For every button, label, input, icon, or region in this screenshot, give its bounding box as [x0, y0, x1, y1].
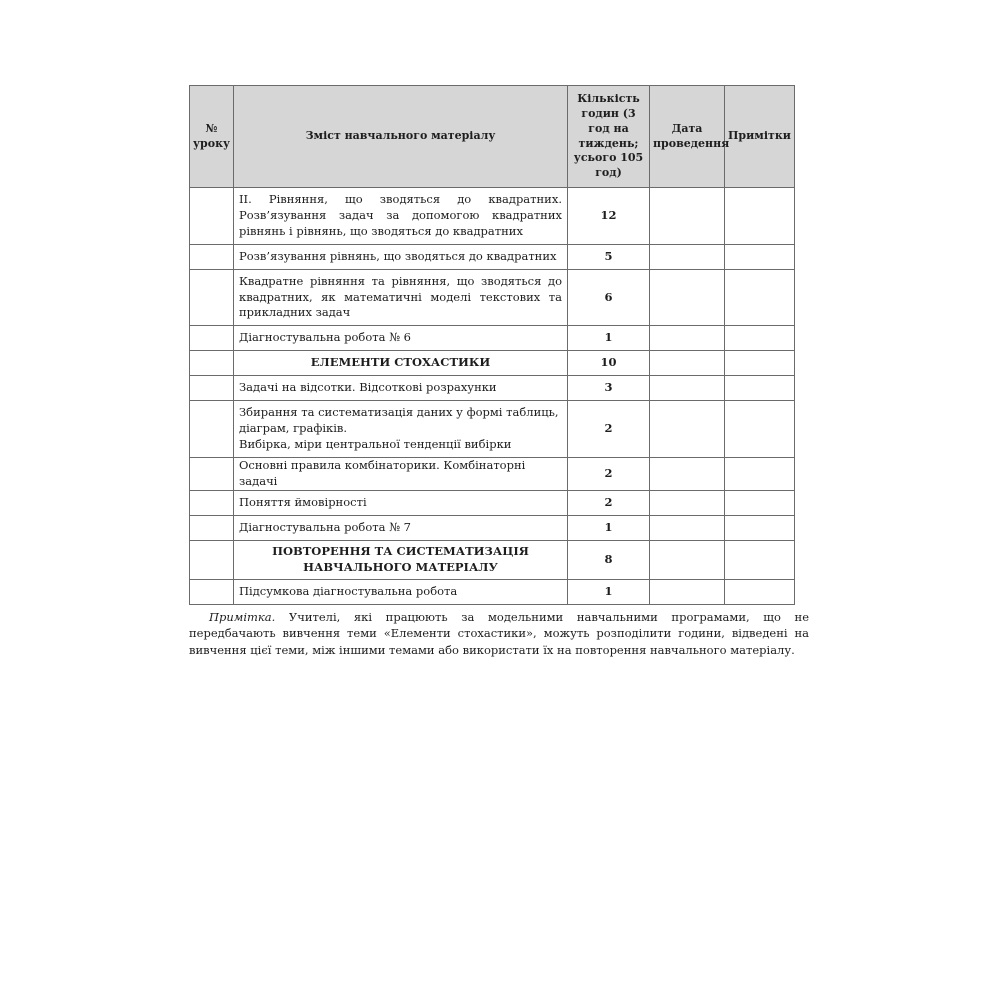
cell-content: ПОВТОРЕННЯ ТА СИСТЕМАТИЗАЦІЯ НАВЧАЛЬНОГО МАТЕРІАЛУ [234, 540, 568, 579]
cell-hours: 2 [568, 401, 650, 458]
footnote [189, 609, 809, 658]
cell-content: ЕЛЕМЕНТИ СТОХАСТИКИ [234, 351, 568, 376]
lesson-plan-table [189, 85, 795, 605]
cell-hours: 2 [568, 458, 650, 491]
table-row [190, 351, 795, 376]
cell-notes [725, 245, 795, 270]
cell-hours: 1 [568, 579, 650, 604]
table-row [190, 540, 795, 579]
cell-hours: 5 [568, 245, 650, 270]
cell-content: Збирання та систематизація даних у формі таблиць, діаграм, графіків. Вибірка, міри центральної тенденції вибірки [234, 401, 568, 458]
header-content: Зміст навчального матеріалу [234, 86, 568, 188]
cell-notes [725, 401, 795, 458]
cell-date [650, 490, 725, 515]
cell-notes [725, 351, 795, 376]
cell-hours: 3 [568, 376, 650, 401]
table-row [190, 188, 795, 245]
cell-hours: 10 [568, 351, 650, 376]
cell-hours: 1 [568, 515, 650, 540]
cell-lesson-number [190, 376, 234, 401]
table-row [190, 458, 795, 491]
cell-lesson-number [190, 188, 234, 245]
header-notes: Примітки [725, 86, 795, 188]
header-hours: Кількість годин (3 год на тиждень; усього 105 год) [568, 86, 650, 188]
cell-lesson-number [190, 579, 234, 604]
cell-content: Діагностувальна робота № 7 [234, 515, 568, 540]
cell-date [650, 245, 725, 270]
table-row [190, 490, 795, 515]
footnote-label: Примітка. [209, 610, 276, 624]
cell-hours: 1 [568, 326, 650, 351]
cell-hours: 8 [568, 540, 650, 579]
cell-lesson-number [190, 326, 234, 351]
cell-lesson-number [190, 270, 234, 326]
cell-notes [725, 376, 795, 401]
cell-content: ІІ. Рівняння, що зводяться до квадратних. Розв’язування задач за допомогою квадратних рівнянь і рівнянь, що зводяться до квадратних [234, 188, 568, 245]
cell-content: Розв’язування рівнянь, що зводяться до квадратних [234, 245, 568, 270]
cell-notes [725, 579, 795, 604]
table-row [190, 579, 795, 604]
cell-notes [725, 490, 795, 515]
cell-notes [725, 458, 795, 491]
cell-lesson-number [190, 351, 234, 376]
cell-lesson-number [190, 458, 234, 491]
cell-content: Діагностувальна робота № 6 [234, 326, 568, 351]
cell-hours: 2 [568, 490, 650, 515]
cell-hours: 12 [568, 188, 650, 245]
cell-lesson-number [190, 245, 234, 270]
cell-lesson-number [190, 401, 234, 458]
table-body [190, 188, 795, 605]
cell-date [650, 515, 725, 540]
table-row [190, 376, 795, 401]
header-date: Дата проведення [650, 86, 725, 188]
cell-content: Підсумкова діагностувальна робота [234, 579, 568, 604]
table-header-row [190, 86, 795, 188]
cell-notes [725, 515, 795, 540]
cell-date [650, 458, 725, 491]
table-row [190, 270, 795, 326]
cell-content: Задачі на відсотки. Відсоткові розрахунки [234, 376, 568, 401]
cell-notes [725, 326, 795, 351]
table-row [190, 245, 795, 270]
cell-date [650, 579, 725, 604]
cell-hours: 6 [568, 270, 650, 326]
cell-lesson-number [190, 540, 234, 579]
cell-date [650, 401, 725, 458]
cell-content: Квадратне рівняння та рівняння, що зводяться до квадратних, як математичні моделі текстових та прикладних задач [234, 270, 568, 326]
cell-date [650, 270, 725, 326]
cell-date [650, 326, 725, 351]
cell-notes [725, 270, 795, 326]
cell-date [650, 376, 725, 401]
table-row [190, 401, 795, 458]
cell-date [650, 540, 725, 579]
footnote-text: Учителі, які працюють за модельними навчальними програмами, що не передбачають вивчення теми «Елементи стохастики», можуть розподілити години, відведені на вивчення цієї теми, між іншими темами або використати їх на повторення навчального матеріалу. [189, 610, 809, 657]
cell-date [650, 188, 725, 245]
cell-lesson-number [190, 490, 234, 515]
cell-notes [725, 540, 795, 579]
header-lesson-number: № уроку [190, 86, 234, 188]
table-row [190, 515, 795, 540]
cell-content: Поняття ймовірності [234, 490, 568, 515]
table-row [190, 326, 795, 351]
cell-content: Основні правила комбінаторики. Комбінаторні задачі [234, 458, 568, 491]
cell-date [650, 351, 725, 376]
cell-notes [725, 188, 795, 245]
cell-lesson-number [190, 515, 234, 540]
